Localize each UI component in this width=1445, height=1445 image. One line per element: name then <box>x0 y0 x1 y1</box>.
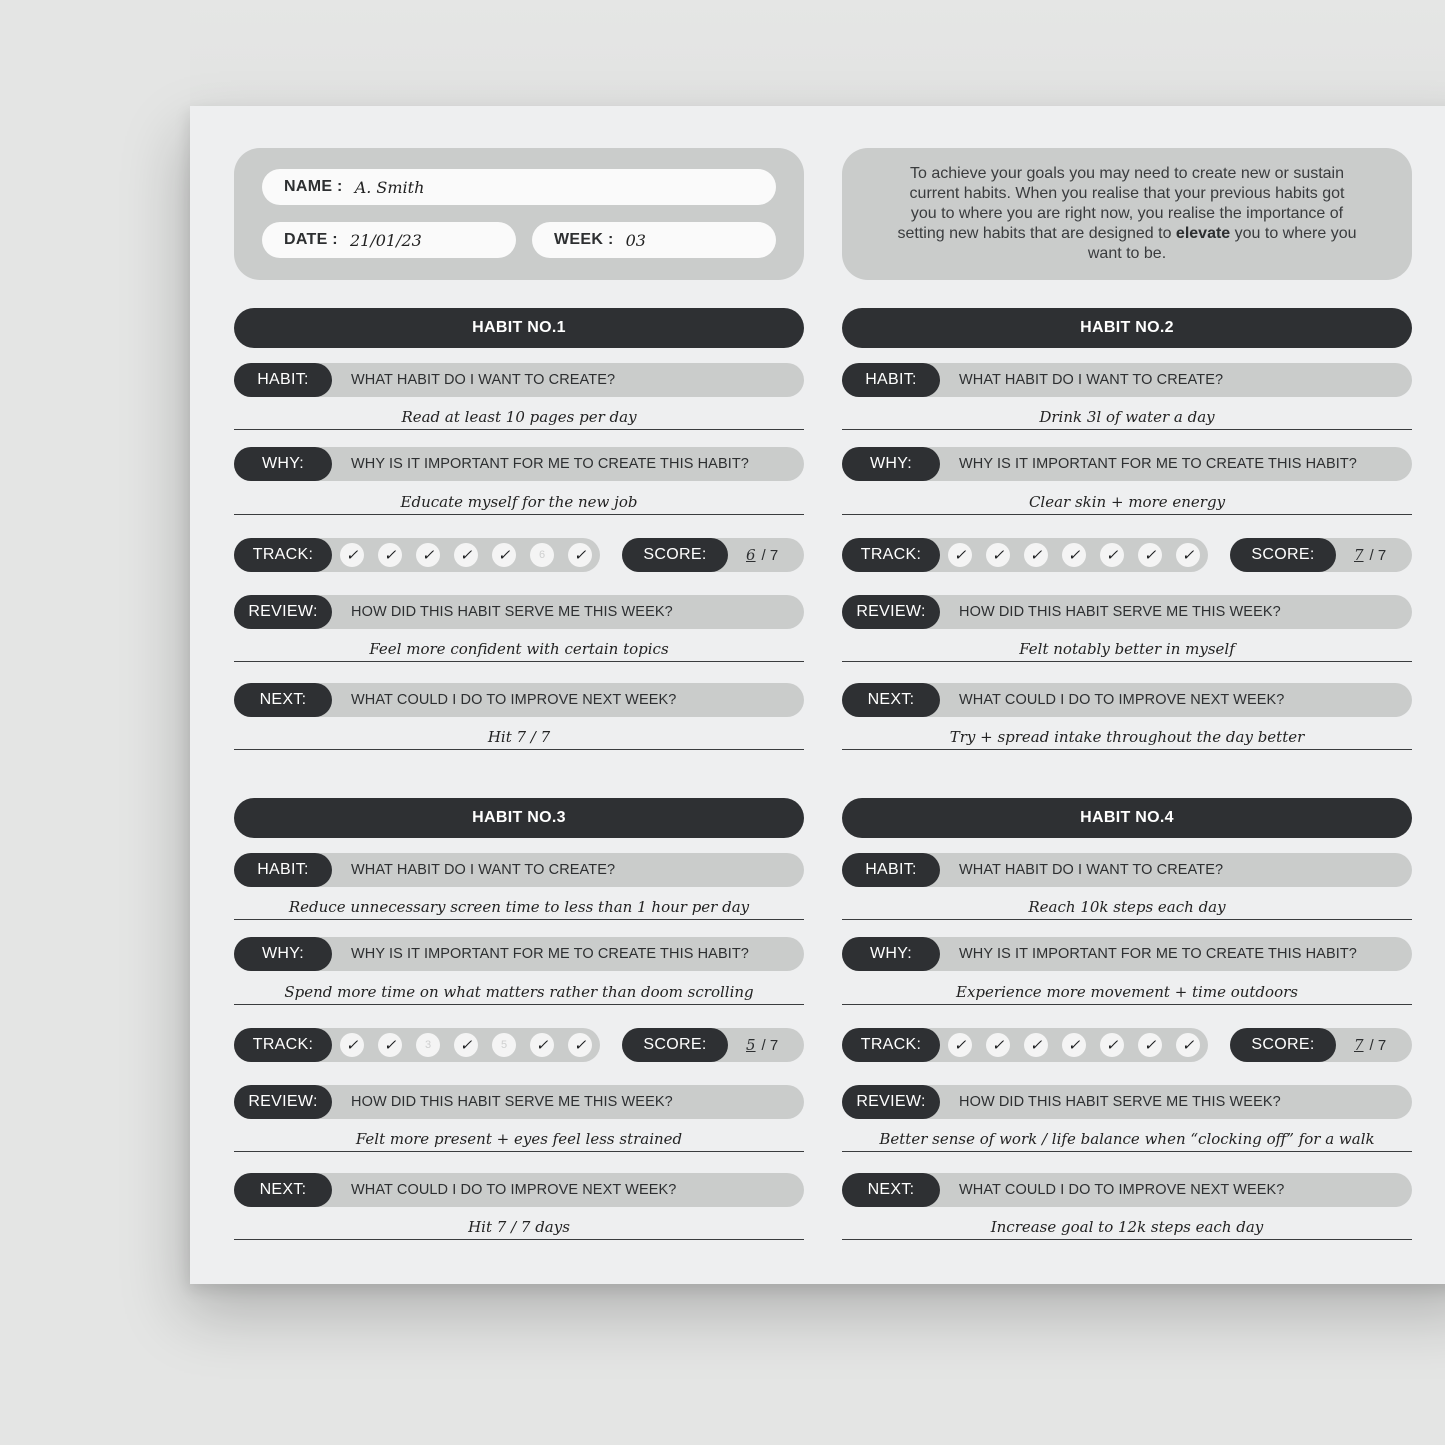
habit-question-row <box>842 363 1412 397</box>
why-question: WHY IS IT IMPORTANT FOR ME TO CREATE THIS HABIT? <box>351 456 749 472</box>
track-circles <box>340 543 592 567</box>
score-total: / 7 <box>1369 1036 1387 1054</box>
review-question-row <box>842 1085 1412 1119</box>
track-tag: TRACK: <box>842 538 940 572</box>
track-check-icon[interactable]: ✓ <box>1176 543 1200 567</box>
review-answer[interactable]: Feel more confident with certain topics <box>234 637 804 662</box>
track-check-icon[interactable]: ✓ <box>948 1033 972 1057</box>
next-question: WHAT COULD I DO TO IMPROVE NEXT WEEK? <box>351 692 677 708</box>
review-tag: REVIEW: <box>842 595 940 629</box>
track-check-icon[interactable]: ✓ <box>1100 543 1124 567</box>
next-question: WHAT COULD I DO TO IMPROVE NEXT WEEK? <box>959 1182 1285 1198</box>
score-number: 5 <box>746 1036 756 1054</box>
track-day-circle[interactable]: 6 <box>530 543 554 567</box>
habit-block-4 <box>842 798 1412 1258</box>
habit-answer[interactable]: Reach 10k steps each day <box>842 895 1412 920</box>
habit-question-row <box>234 853 804 887</box>
track-check-icon[interactable]: ✓ <box>986 543 1010 567</box>
track-check-icon[interactable]: ✓ <box>948 543 972 567</box>
track-check-icon[interactable]: ✓ <box>340 543 364 567</box>
name-value: A. Smith <box>354 177 425 197</box>
track-check-icon[interactable]: ✓ <box>1062 1033 1086 1057</box>
date-label: DATE : <box>284 231 338 248</box>
habit-question-row <box>842 853 1412 887</box>
habit-question: WHAT HABIT DO I WANT TO CREATE? <box>351 372 616 388</box>
habit-title: HABIT NO.3 <box>234 798 804 838</box>
track-check-icon[interactable]: ✓ <box>454 543 478 567</box>
why-question-row <box>234 937 804 971</box>
track-circles <box>948 1033 1200 1057</box>
track-row <box>842 538 1208 572</box>
track-check-icon[interactable]: ✓ <box>568 1033 592 1057</box>
habit-question: WHAT HABIT DO I WANT TO CREATE? <box>959 862 1224 878</box>
track-check-icon[interactable]: ✓ <box>1062 543 1086 567</box>
score-row <box>1230 538 1412 572</box>
track-check-icon[interactable]: ✓ <box>1138 543 1162 567</box>
track-tag: TRACK: <box>842 1028 940 1062</box>
why-question: WHY IS IT IMPORTANT FOR ME TO CREATE THIS HABIT? <box>351 946 749 962</box>
score-total: / 7 <box>1369 546 1387 564</box>
next-tag: NEXT: <box>234 683 332 717</box>
why-question: WHY IS IT IMPORTANT FOR ME TO CREATE THIS HABIT? <box>959 456 1357 472</box>
score-row <box>1230 1028 1412 1062</box>
track-check-icon[interactable]: ✓ <box>568 543 592 567</box>
next-question-row <box>842 683 1412 717</box>
track-check-icon[interactable]: ✓ <box>1024 543 1048 567</box>
track-check-icon[interactable]: ✓ <box>1100 1033 1124 1057</box>
habit-answer[interactable]: Reduce unnecessary screen time to less than 1 hour per day <box>234 895 804 920</box>
habit-question-row <box>234 363 804 397</box>
next-answer[interactable]: Hit 7 / 7 days <box>234 1215 804 1240</box>
habit-tag: HABIT: <box>842 363 940 397</box>
habit-block-1 <box>234 308 804 768</box>
review-question: HOW DID THIS HABIT SERVE ME THIS WEEK? <box>959 604 1281 620</box>
why-tag: WHY: <box>234 447 332 481</box>
habit-question: WHAT HABIT DO I WANT TO CREATE? <box>351 862 616 878</box>
next-question-row <box>842 1173 1412 1207</box>
name-label: NAME : <box>284 178 343 195</box>
intro-text: To achieve your goals you may need to create new or sustain current habits. When you realise that your previous habits got you to where you are right now, you realise the importance of setting new habits that are designed to elevate you to where you want to be. <box>897 165 1357 262</box>
score-tag: SCORE: <box>622 538 728 572</box>
track-tag: TRACK: <box>234 538 332 572</box>
why-tag: WHY: <box>842 447 940 481</box>
review-question: HOW DID THIS HABIT SERVE ME THIS WEEK? <box>351 1094 673 1110</box>
track-check-icon[interactable]: ✓ <box>986 1033 1010 1057</box>
score-total: / 7 <box>761 546 779 564</box>
habit-tag: HABIT: <box>842 853 940 887</box>
track-row <box>234 1028 600 1062</box>
score-row <box>622 1028 804 1062</box>
intro-box <box>842 148 1412 280</box>
score-value[interactable] <box>746 1028 778 1062</box>
next-question: WHAT COULD I DO TO IMPROVE NEXT WEEK? <box>351 1182 677 1198</box>
next-tag: NEXT: <box>234 1173 332 1207</box>
next-tag: NEXT: <box>842 683 940 717</box>
habit-tracker-sheet <box>190 106 1445 1284</box>
score-tag: SCORE: <box>622 1028 728 1062</box>
week-value: 03 <box>625 230 646 250</box>
habit-block-2 <box>842 308 1412 768</box>
track-check-icon[interactable]: ✓ <box>492 543 516 567</box>
review-answer[interactable]: Felt more present + eyes feel less strained <box>234 1127 804 1152</box>
habit-tag: HABIT: <box>234 853 332 887</box>
next-question-row <box>234 1173 804 1207</box>
week-field[interactable] <box>532 222 776 258</box>
why-question-row <box>234 447 804 481</box>
review-answer[interactable]: Felt notably better in myself <box>842 637 1412 662</box>
why-tag: WHY: <box>842 937 940 971</box>
habit-title: HABIT NO.1 <box>234 308 804 348</box>
why-answer[interactable]: Spend more time on what matters rather than doom scrolling <box>234 980 804 1005</box>
date-field[interactable] <box>262 222 516 258</box>
review-answer[interactable]: Better sense of work / life balance when “clocking off” for a walk <box>842 1127 1412 1152</box>
score-number: 7 <box>1354 1036 1364 1054</box>
next-question: WHAT COULD I DO TO IMPROVE NEXT WEEK? <box>959 692 1285 708</box>
score-tag: SCORE: <box>1230 538 1336 572</box>
score-value[interactable] <box>1354 538 1386 572</box>
why-answer[interactable]: Experience more movement + time outdoors <box>842 980 1412 1005</box>
next-answer[interactable]: Hit 7 / 7 <box>234 725 804 750</box>
identity-box <box>234 148 804 280</box>
next-question-row <box>234 683 804 717</box>
next-answer[interactable]: Try + spread intake throughout the day better <box>842 725 1412 750</box>
track-circles <box>340 1033 592 1057</box>
habit-tag: HABIT: <box>234 363 332 397</box>
week-label: WEEK : <box>554 231 614 248</box>
track-check-icon[interactable]: ✓ <box>340 1033 364 1057</box>
review-tag: REVIEW: <box>234 595 332 629</box>
score-number: 7 <box>1354 546 1364 564</box>
track-check-icon[interactable]: ✓ <box>454 1033 478 1057</box>
habit-title: HABIT NO.2 <box>842 308 1412 348</box>
track-check-icon[interactable]: ✓ <box>530 1033 554 1057</box>
review-question: HOW DID THIS HABIT SERVE ME THIS WEEK? <box>351 604 673 620</box>
score-row <box>622 538 804 572</box>
score-tag: SCORE: <box>1230 1028 1336 1062</box>
habit-answer[interactable]: Drink 3l of water a day <box>842 405 1412 430</box>
why-question: WHY IS IT IMPORTANT FOR ME TO CREATE THIS HABIT? <box>959 946 1357 962</box>
track-tag: TRACK: <box>234 1028 332 1062</box>
next-tag: NEXT: <box>842 1173 940 1207</box>
why-answer[interactable]: Educate myself for the new job <box>234 490 804 515</box>
score-number: 6 <box>746 546 756 564</box>
name-field[interactable] <box>262 169 776 205</box>
why-tag: WHY: <box>234 937 332 971</box>
habit-title: HABIT NO.4 <box>842 798 1412 838</box>
score-total: / 7 <box>761 1036 779 1054</box>
score-value[interactable] <box>746 538 778 572</box>
track-day-circle[interactable]: 5 <box>492 1033 516 1057</box>
why-question-row <box>842 447 1412 481</box>
track-circles <box>948 543 1200 567</box>
track-check-icon[interactable]: ✓ <box>378 543 402 567</box>
review-question: HOW DID THIS HABIT SERVE ME THIS WEEK? <box>959 1094 1281 1110</box>
track-check-icon[interactable]: ✓ <box>1024 1033 1048 1057</box>
date-value: 21/01/23 <box>349 230 422 250</box>
track-row <box>842 1028 1208 1062</box>
track-day-circle[interactable]: 3 <box>416 1033 440 1057</box>
track-row <box>234 538 600 572</box>
track-check-icon[interactable]: ✓ <box>378 1033 402 1057</box>
background-wall <box>190 0 1445 106</box>
next-answer[interactable]: Increase goal to 12k steps each day <box>842 1215 1412 1240</box>
track-check-icon[interactable]: ✓ <box>416 543 440 567</box>
review-question-row <box>234 1085 804 1119</box>
review-tag: REVIEW: <box>842 1085 940 1119</box>
why-question-row <box>842 937 1412 971</box>
why-answer[interactable]: Clear skin + more energy <box>842 490 1412 515</box>
review-tag: REVIEW: <box>234 1085 332 1119</box>
track-check-icon[interactable]: ✓ <box>1176 1033 1200 1057</box>
track-check-icon[interactable]: ✓ <box>1138 1033 1162 1057</box>
habit-question: WHAT HABIT DO I WANT TO CREATE? <box>959 372 1224 388</box>
habit-answer[interactable]: Read at least 10 pages per day <box>234 405 804 430</box>
review-question-row <box>234 595 804 629</box>
habit-block-3 <box>234 798 804 1258</box>
review-question-row <box>842 595 1412 629</box>
score-value[interactable] <box>1354 1028 1386 1062</box>
